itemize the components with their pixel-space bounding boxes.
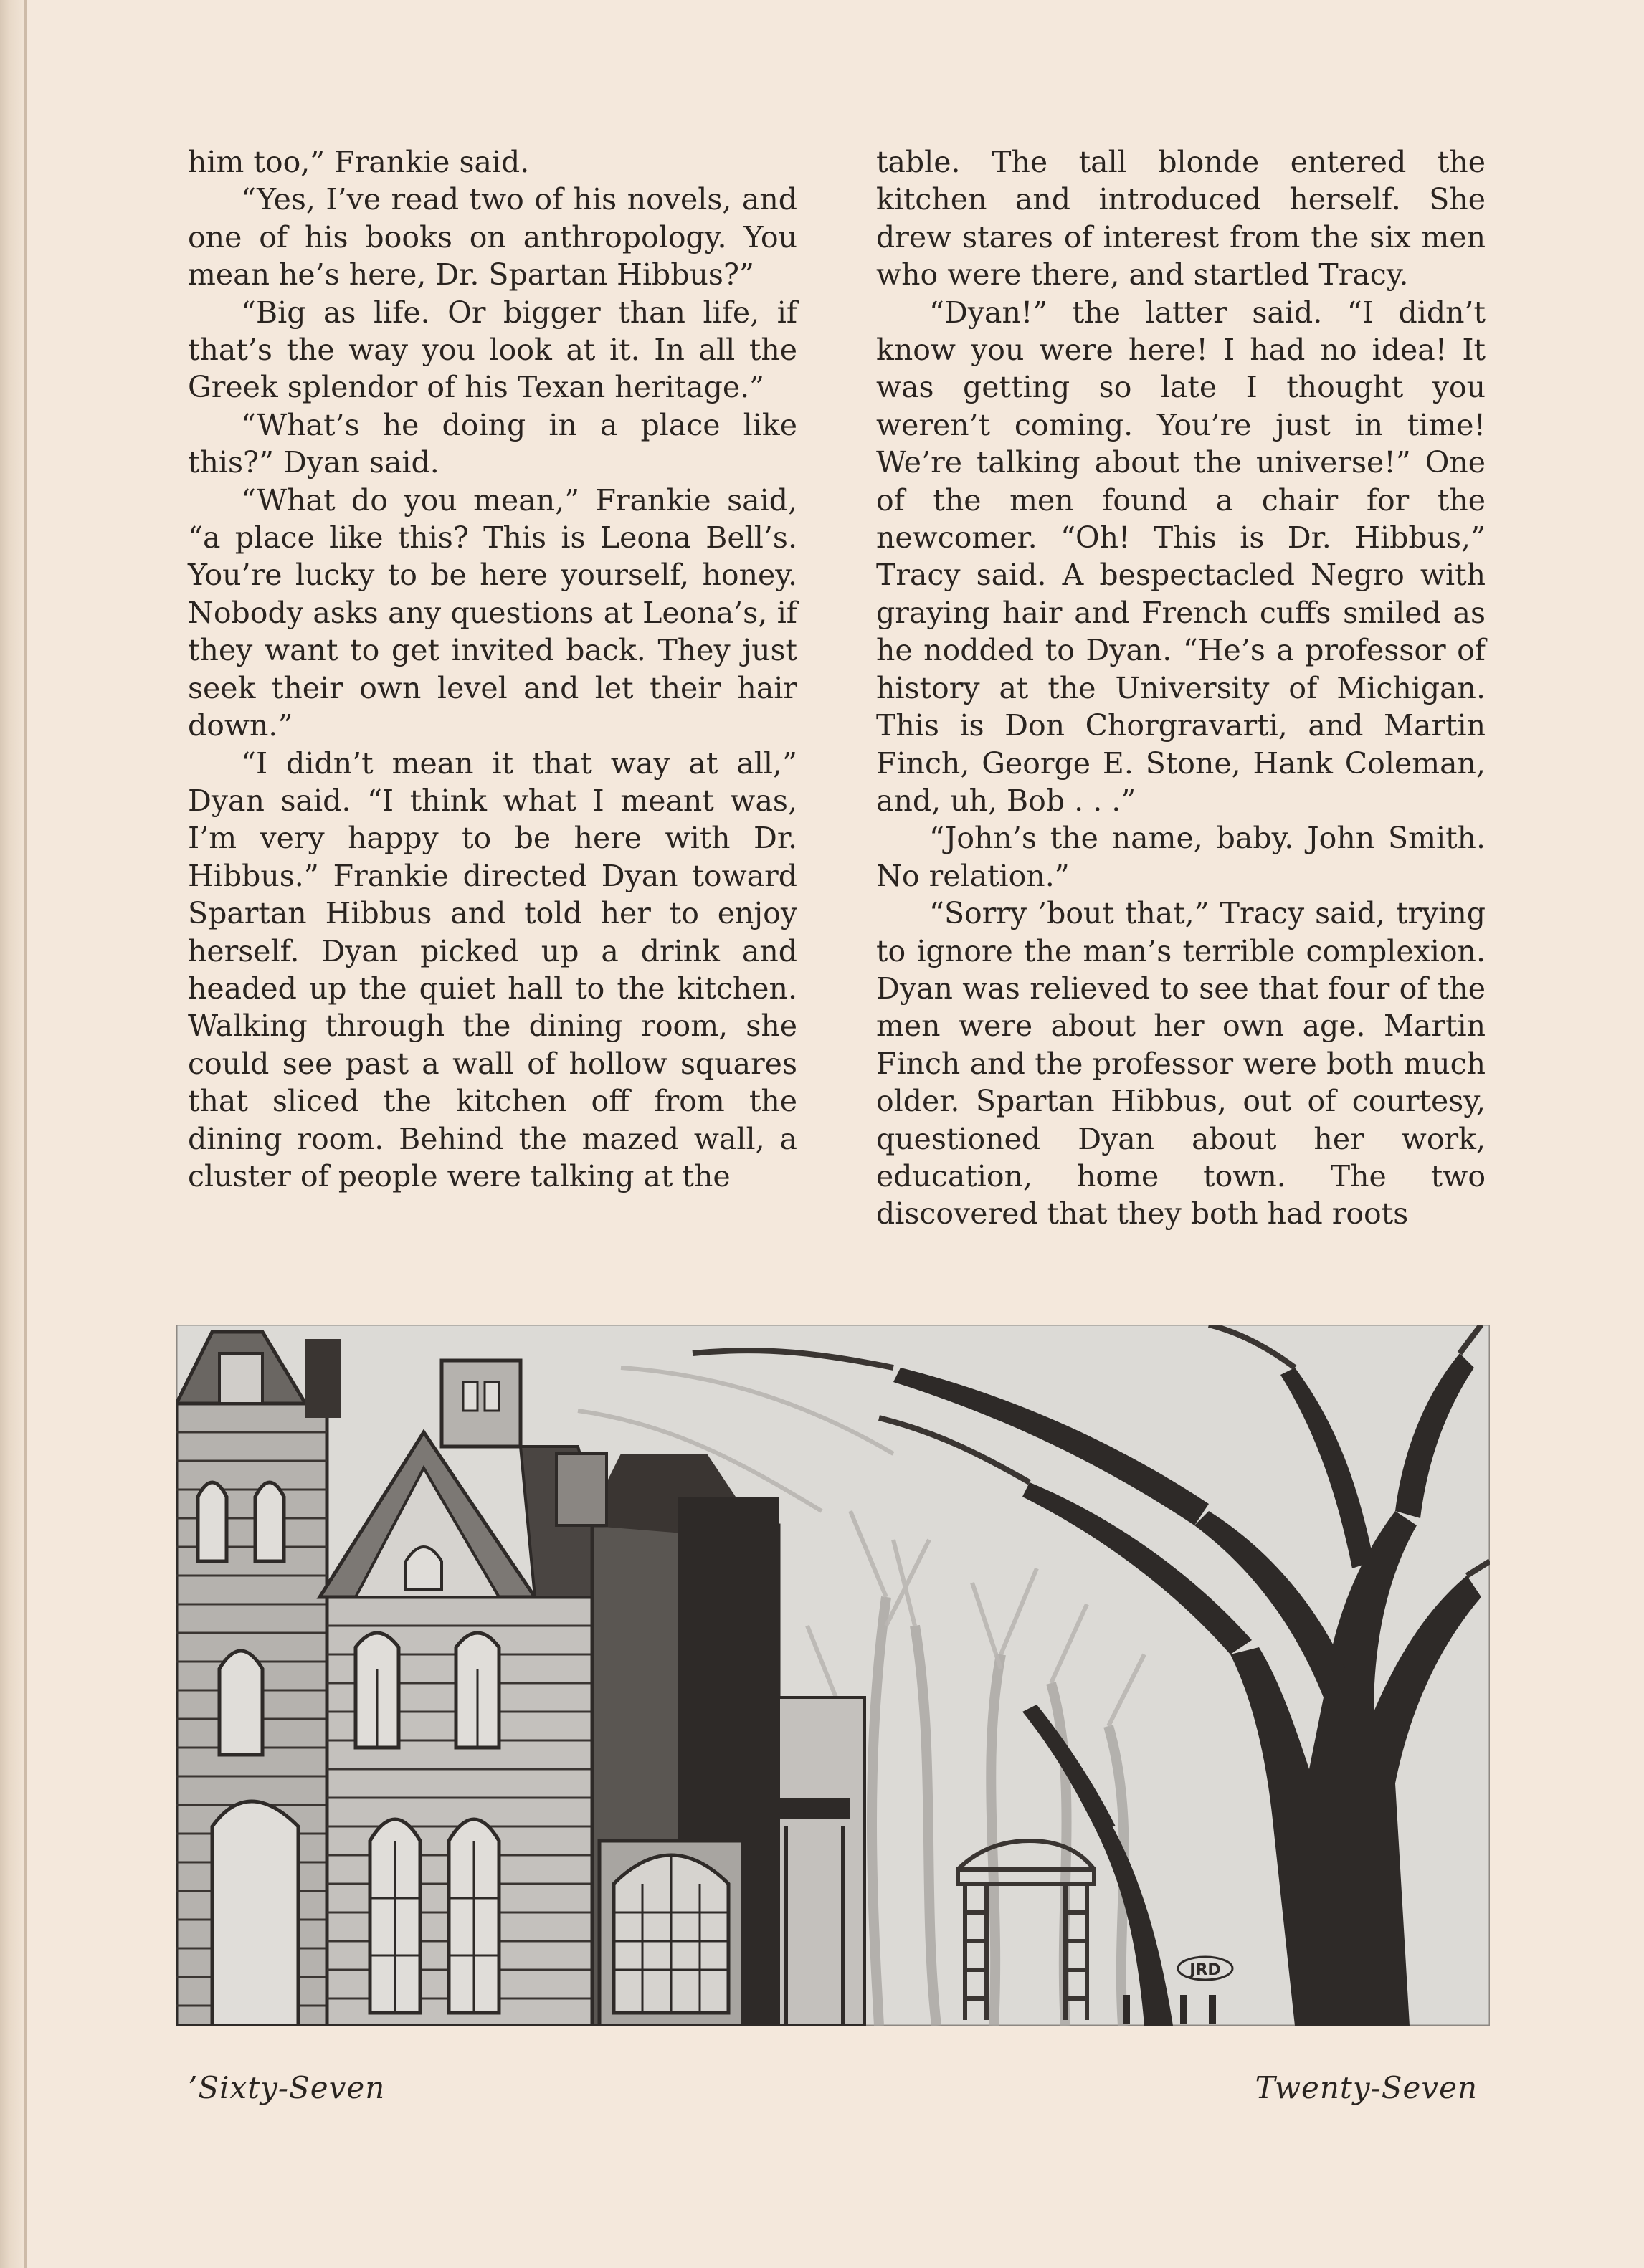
paragraph: “John’s the name, baby. John Smith. No relation.” [876, 821, 1486, 893]
text-column-left [188, 143, 797, 1195]
text-column-right [876, 143, 1486, 1233]
paragraph: “Yes, I’ve read two of his novels, and one of his books on anthropology. You mean he’s here, Dr. Spartan Hibbus?” [188, 182, 797, 292]
signature-text: JRD [1189, 1961, 1221, 1979]
paragraph: “Sorry ’bout that,” Tracy said, trying to ignore the man’s terrible complexion. Dyan was relieved to see that four of the men were about her own age. Martin Finch and the professor were both much older. Spartan Hibbus, out of courtesy, questioned Dyan about her work, education, home town. The two discovered that they both had roots [876, 896, 1486, 1231]
footer-left: ’Sixty-Seven [188, 2070, 386, 2105]
paragraph: table. The tall blonde entered the kitchen and introduced herself. She drew stares of interest from the six men who were there, and startled Tracy. [876, 145, 1486, 292]
paragraph: “Dyan!” the latter said. “I didn’t know you were here! I had no idea! It was getting so late I thought you weren’t coming. You’re just in time! We’re talking about the universe!” One of the men found a chair for the newcomer. “Oh! This is Dr. Hibbus,” Tracy said. A bespectacled Negro with graying hair and French cuffs smiled as he nodded to Dyan. “He’s a professor of history at the University of Michigan. This is Don Chorgravarti, and Martin Finch, George E. Stone, Hank Coleman, and, uh, Bob . . .” [876, 295, 1486, 818]
paragraph: “I didn’t mean it that way at all,” Dyan said. “I think what I meant was, I’m very happy to be here with Dr. Hibbus.” Frankie directed Dyan toward Spartan Hibbus and told her to enjoy herself. Dyan picked up a drink and headed up the quiet hall to the kitchen. Walking through the dining room, she could see past a wall of hollow squares that sliced the kitchen off from the dining room. Behind the mazed wall, a cluster of people were talking at the [188, 745, 797, 1193]
paragraph: “What’s he doing in a place like this?” Dyan said. [188, 407, 797, 480]
paragraph: “Big as life. Or bigger than life, if that’s the way you look at it. In all the Greek splendor of his Texan heritage.” [188, 295, 797, 405]
page-binding-line [24, 0, 27, 2268]
ink-wash-illustration [176, 1325, 1490, 2026]
paragraph: him too,” Frankie said. [188, 145, 530, 179]
page-binding-edge [0, 0, 24, 2268]
footer-right: Twenty-Seven [1255, 2070, 1478, 2105]
illustration-svg [176, 1325, 1490, 2026]
paragraph: “What do you mean,” Frankie said, “a place like this? This is Leona Bell’s. You’re lucky to be here yourself, honey. Nobody asks any questions at Leona’s, if they want to get invited back. They just seek their own level and let their hair down.” [188, 482, 797, 743]
